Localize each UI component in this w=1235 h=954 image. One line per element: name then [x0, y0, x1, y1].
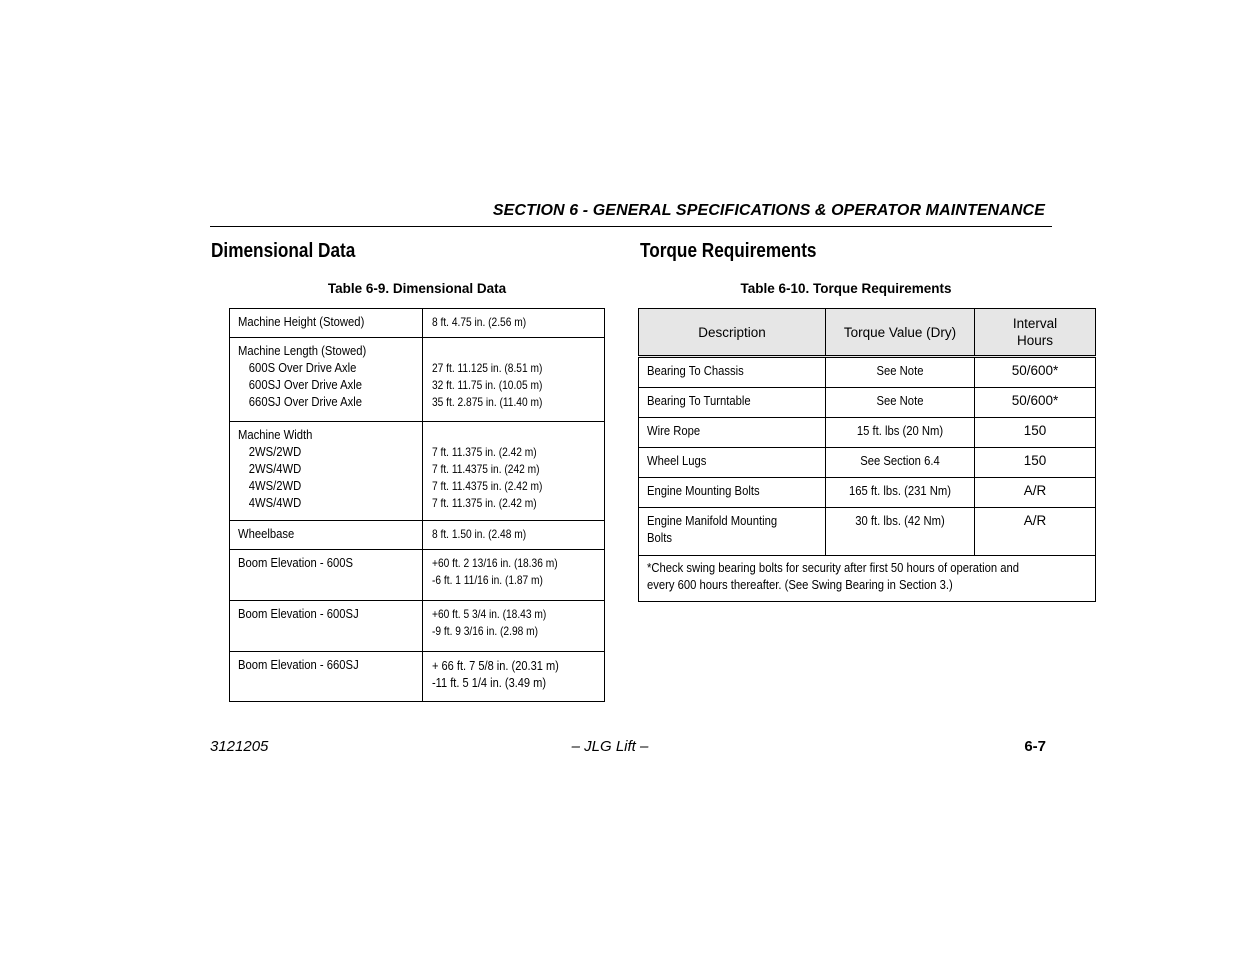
interval-cell: 50/600* [975, 388, 1096, 418]
description-cell: Wheel Lugs [639, 448, 826, 478]
description-cell: Bearing To Turntable [639, 388, 826, 418]
torque-value-cell: 15 ft. lbs (20 Nm) [826, 418, 975, 448]
torque-note-cell [639, 556, 1096, 602]
dimensional-data-heading: Dimensional Data [211, 240, 356, 262]
interval-cell: 50/600* [975, 357, 1096, 388]
table-row [230, 601, 605, 652]
table-row [230, 652, 605, 702]
section-title: SECTION 6 - GENERAL SPECIFICATIONS & OPERATOR MAINTENANCE [492, 202, 1045, 219]
table-row [230, 422, 605, 521]
page-number: 6-7 [1024, 738, 1046, 755]
section-header [210, 200, 1052, 227]
dimensional-table-caption: Table 6-9. Dimensional Data [327, 281, 507, 296]
torque-value-cell: 165 ft. lbs. (231 Nm) [826, 478, 975, 508]
table-row [230, 550, 605, 601]
description-cell: Engine Manifold Mounting Bolts [639, 508, 826, 556]
torque-note: *Check swing bearing bolts for security after first 50 hours of operation and every 600 hours thereafter. (See Swing Bearing in Section 3.) [647, 561, 1020, 592]
column-header-interval-hours: Interval Hours [975, 309, 1096, 357]
dimension-label-cell: Wheelbase [230, 521, 423, 550]
torque-value-cell: See Section 6.4 [826, 448, 975, 478]
torque-requirements-table [638, 308, 1096, 602]
interval-cell: 150 [975, 448, 1096, 478]
dimension-label-cell: Machine Height (Stowed) [230, 309, 423, 338]
table-header-row [639, 309, 1096, 357]
column-header-description: Description [639, 309, 826, 357]
dimension-value-cell: 8 ft. 1.50 in. (2.48 m) [423, 521, 605, 550]
dimension-value-cell: +60 ft. 2 13/16 in. (18.36 m) -6 ft. 1 11/16 in. (1.87 m) [423, 550, 605, 601]
description-cell: Bearing To Chassis [639, 357, 826, 388]
description-cell: Engine Mounting Bolts [639, 478, 826, 508]
table-row [639, 508, 1096, 556]
table-note-row [639, 556, 1096, 602]
interval-cell: 150 [975, 418, 1096, 448]
dimension-value-cell: 7 ft. 11.375 in. (2.42 m) 7 ft. 11.4375 in. (242 m) 7 ft. 11.4375 in. (2.42 m) 7 ft. 11.375 in. (2.42 m) [423, 422, 605, 521]
torque-requirements-heading: Torque Requirements [640, 240, 817, 262]
dimensional-data-table [229, 308, 605, 702]
dimension-label-cell: Machine Length (Stowed) 600S Over Drive Axle 600SJ Over Drive Axle 660SJ Over Drive Axle [230, 338, 423, 422]
description-cell: Wire Rope [639, 418, 826, 448]
document-number: 3121205 [210, 738, 269, 755]
dimension-value-cell: 27 ft. 11.125 in. (8.51 m) 32 ft. 11.75 in. (10.05 m) 35 ft. 2.875 in. (11.40 m) [423, 338, 605, 422]
table-row [639, 448, 1096, 478]
footer-brand: – JLG Lift – [571, 738, 649, 755]
dimension-value-cell: 8 ft. 4.75 in. (2.56 m) [423, 309, 605, 338]
interval-cell: A/R [975, 508, 1096, 556]
dimension-value-cell: +60 ft. 5 3/4 in. (18.43 m) -9 ft. 9 3/16 in. (2.98 m) [423, 601, 605, 652]
table-row [230, 521, 605, 550]
interval-cell: A/R [975, 478, 1096, 508]
dimension-label-cell: Boom Elevation - 600SJ [230, 601, 423, 652]
table-row [639, 418, 1096, 448]
dimension-label-cell: Machine Width 2WS/2WD 2WS/4WD 4WS/2WD 4WS/4WD [230, 422, 423, 521]
table-row [230, 338, 605, 422]
column-header-torque-value: Torque Value (Dry) [826, 309, 975, 357]
dimension-value-cell: + 66 ft. 7 5/8 in. (20.31 m) -11 ft. 5 1/4 in. (3.49 m) [423, 652, 605, 702]
dimension-label-cell: Boom Elevation - 600S [230, 550, 423, 601]
table-row [230, 309, 605, 338]
table-row [639, 388, 1096, 418]
torque-table-caption: Table 6-10. Torque Requirements [740, 281, 952, 296]
torque-value-cell: See Note [826, 357, 975, 388]
torque-value-cell: See Note [826, 388, 975, 418]
torque-value-cell: 30 ft. lbs. (42 Nm) [826, 508, 975, 556]
dimension-label-cell: Boom Elevation - 660SJ [230, 652, 423, 702]
table-row [639, 478, 1096, 508]
table-row [639, 357, 1096, 388]
